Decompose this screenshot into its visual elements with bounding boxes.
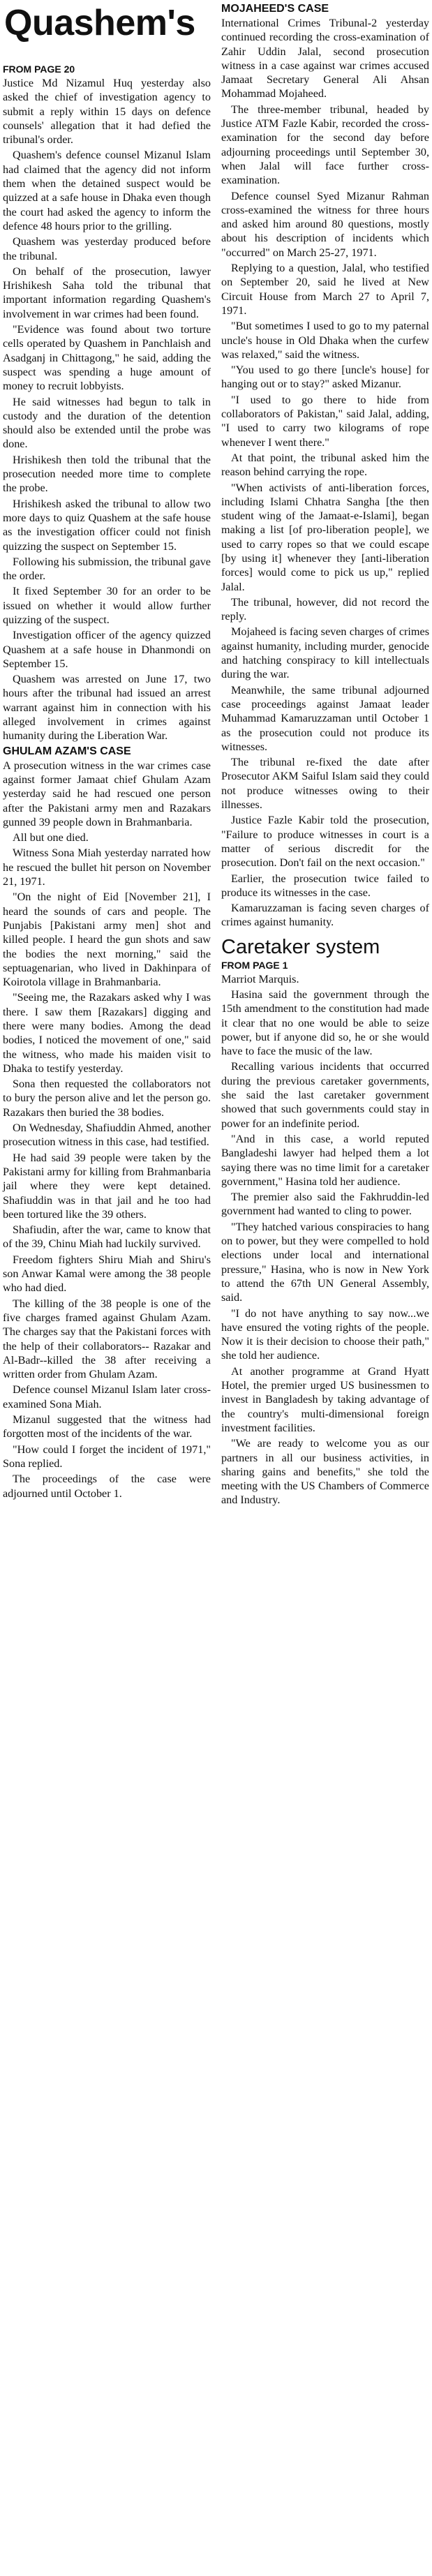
paragraph: On behalf of the prosecution, lawyer Hrishikesh Saha told the tribunal that important information regarding Quashem's involvement in war crimes had been found. bbox=[3, 265, 211, 320]
section-title-caretaker: Caretaker system bbox=[221, 935, 380, 958]
paragraph: Defence counsel Mizanul Islam later cross-examined Sona Miah. bbox=[3, 1383, 211, 1410]
paragraph: "I do not have anything to say now...we have ensured the voting rights of the people. Now it is their decision to choose their path," she told her audience. bbox=[221, 1306, 429, 1362]
paragraph: The killing of the 38 people is one of the five charges framed against Ghulam Azam. The charges say that the Pakistani forces with the help of their collaborators-- Razakar and Al-Badr--killed the 38 after receiving a written order from Ghulam Azam. bbox=[3, 1297, 211, 1381]
subhead-mojaheed: MOJAHEED'S CASE bbox=[221, 3, 329, 15]
paragraph: Justice Fazle Kabir told the prosecution, "Failure to produce witnesses in court is a matter of serious discredit for the prosecution. Don't fail on the next occasion." bbox=[221, 814, 429, 870]
paragraph: "And in this case, a world reputed Bangladeshi lawyer had helped them a lot saying there was no time limit for a caretaker government," Hasina told her audience. bbox=[221, 1132, 429, 1188]
article-body-mojaheed bbox=[221, 16, 429, 930]
paragraph: Shafiudin, after the war, came to know that of the 39, Chinu Miah had luckily survived. bbox=[3, 1223, 211, 1251]
paragraph: At that point, the tribunal asked him the reason behind carrying the rope. bbox=[221, 451, 429, 479]
paragraph: Hasina said the government through the 15th amendment to the constitution had made it clear that no one would be able to seize power, but if anyone did so, he or she would have to face the music of the law. bbox=[221, 988, 429, 1058]
paragraph: "When activists of anti-liberation forces, including Islami Chhatra Sangha [the then student wing of the Jamaat-e-Islami], began making a list [of pro-liberation people], we used to carry ropes so that we could escape [by using it] whenever they [anti-liberation forces] would come to pick us up," replied Jalal. bbox=[221, 481, 429, 593]
left-column bbox=[3, 63, 211, 1502]
paragraph: Earlier, the prosecution twice failed to produce its witnesses in the case. bbox=[221, 872, 429, 899]
paragraph: Following his submission, the tribunal gave the order. bbox=[3, 555, 211, 583]
paragraph: Witness Sona Miah yesterday narrated how he rescued the bullet hit person on November 21, 1971. bbox=[3, 847, 211, 888]
paragraph: Recalling various incidents that occurred during the previous caretaker governments, she said the last caretaker government showed that such governments could stay in power for an indefinite period. bbox=[221, 1060, 429, 1130]
paragraph: "You used to go there [uncle's house] for hanging out or to stay?" asked Mizanur. bbox=[221, 364, 429, 391]
paragraph: International Crimes Tribunal-2 yesterday continued recording the cross-examination of Zahir Uddin Jalal, second prosecution witness in a case against war crimes accused Jamaat Secretary General Ali Ahsan Mohammad Mojaheed. bbox=[221, 17, 429, 100]
headline: Quashem's bbox=[4, 3, 195, 43]
paragraph: Investigation officer of the agency quizzed Quashem at a safe house in Dhanmondi on September 15. bbox=[3, 629, 211, 670]
paragraph: Quashem's defence counsel Mizanul Islam had claimed that the agency did not inform them when the detained suspect would be quizzed at a safe house in Dhaka even though the court had asked the agency to inform the defence 48 hours prior to the grilling. bbox=[3, 149, 211, 232]
paragraph: The three-member tribunal, headed by Justice ATM Fazle Kabir, recorded the cross-examination for the second day before adjourning proceedings until September 30, when Jalal will face further cross-examination. bbox=[221, 103, 429, 187]
paragraph: He said witnesses had begun to talk in custody and the duration of the detention should also be extended until the probe was done. bbox=[3, 395, 211, 451]
paragraph: The tribunal, however, did not record the reply. bbox=[221, 595, 429, 623]
paragraph: All but one died. bbox=[13, 831, 89, 844]
paragraph: He had said 39 people were taken by the Pakistani army for killing from Brahmanbaria jail where they were kept detained. Shafiuddin was in that jail and he too had been tortured like the 39 others. bbox=[3, 1151, 211, 1221]
paragraph: The proceedings of the case were adjourned until October 1. bbox=[3, 1473, 211, 1500]
paragraph: On Wednesday, Shafiuddin Ahmed, another prosecution witness in this case, had testified. bbox=[3, 1122, 211, 1149]
paragraph: "On the night of Eid [November 21], I heard the sounds of cars and people. The Punjabis [Pakistani army men] shot and killed people. I heard the gun shots and saw the bodies the next morning," said the septuagenarian, who lived in Dakhinpara of Koirotola village in Brahmanbaria. bbox=[3, 891, 211, 989]
continued-from-kicker: FROM PAGE 20 bbox=[3, 64, 75, 75]
paragraph: "We are ready to welcome you as our partners in all our business activities, in sharing gains and benefits," she told the meeting with the US Chambers of Commerce and Industry. bbox=[221, 1437, 429, 1507]
paragraph: Marriot Marquis. bbox=[221, 972, 299, 985]
paragraph: Freedom fighters Shiru Miah and Shiru's son Anwar Kamal were among the 38 people who had died. bbox=[3, 1253, 211, 1295]
paragraph: Defence counsel Syed Mizanur Rahman cross-examined the witness for three hours and asked him around 80 questions, mostly about his description of incidents which "occurred" on March 25-27, 1971. bbox=[221, 189, 429, 259]
paragraph: The tribunal re-fixed the date after Prosecutor AKM Saiful Islam said they could not produce witnesses owing to their illnesses. bbox=[221, 756, 429, 812]
right-column bbox=[221, 2, 429, 1509]
article-body-caretaker bbox=[221, 972, 429, 1507]
paragraph: Hrishikesh asked the tribunal to allow two more days to quiz Quashem at the safe house as the investigation officer could not finish quizzing the suspect on September 15. bbox=[3, 497, 211, 553]
paragraph: At another programme at Grand Hyatt Hotel, the premier urged US businessmen to invest in Bangladesh by taking advantage of the country's multi-dimensional foreign investment facilities. bbox=[221, 1364, 429, 1434]
paragraph: Justice Md Nizamul Huq yesterday also asked the chief of investigation agency to submit a reply within 15 days on defence counsels' allegation that it had defied the tribunal's order. bbox=[3, 77, 211, 147]
paragraph: It fixed September 30 for an order to be issued on whether it would allow further quizzing of the suspect. bbox=[3, 585, 211, 626]
paragraph: "Seeing me, the Razakars asked why I was there. I saw them [Razakars] digging and there were many bodies. Among the dead bodies, I noticed the movement of one," said the witness, who made his maiden visit to Dhaka to testify yesterday. bbox=[3, 991, 211, 1075]
paragraph: "I used to go there to hide from collaborators of Pakistan," said Jalal, adding, "I used to carry two kilograms of rope whenever I went there." bbox=[221, 393, 429, 449]
paragraph: Hrishikesh then told the tribunal that the prosecution needed more time to complete the probe. bbox=[3, 453, 211, 495]
paragraph: "But sometimes I used to go to my paternal uncle's house in Old Dhaka when the curfew was relaxed," said the witness. bbox=[221, 320, 429, 361]
paragraph: Kamaruzzaman is facing seven charges of crimes against humanity. bbox=[221, 902, 429, 929]
subhead-ghulam-azam: GHULAM AZAM'S CASE bbox=[3, 745, 131, 757]
paragraph: "Evidence was found about two torture cells operated by Quashem in Panchlaish and Asadganj in Chittagong," he said, adding the suspect was spending a huge amount of money to recruit lobbyists. bbox=[3, 323, 211, 393]
paragraph: The premier also said the Fakhruddin-led government had wanted to cling to power. bbox=[221, 1191, 429, 1218]
paragraph: A prosecution witness in the war crimes case against former Jamaat chief Ghulam Azam yesterday said he had rescued one person after the Pakistani army men and Razakars gunned 39 people down in Brahmanbaria. bbox=[3, 759, 211, 828]
article-body-quashem bbox=[3, 76, 211, 743]
paragraph: "They hatched various conspiracies to hang on to power, but they were compelled to hold elections under local and international pressure," Hasina, who is now in New York to attend the 67th UN General Assembly, said. bbox=[221, 1220, 429, 1304]
continued-from-kicker: FROM PAGE 1 bbox=[221, 959, 288, 971]
paragraph: Quashem was arrested on June 17, two hours after the tribunal had issued an arrest warrant against him in connection with his alleged involvement in crimes against humanity during the Liberation War. bbox=[3, 673, 211, 743]
article-body-ghulam-azam bbox=[3, 759, 211, 1501]
paragraph: "How could I forget the incident of 1971," Sona replied. bbox=[3, 1443, 211, 1470]
paragraph: Mizanul suggested that the witness had forgotten most of the incidents of the war. bbox=[3, 1413, 211, 1440]
paragraph: Meanwhile, the same tribunal adjourned case proceedings against Jamaat leader Muhammad Kamaruzzaman until October 1 as the prosecution could not produce its witnesses. bbox=[221, 683, 429, 753]
paragraph: Sona then requested the collaborators not to bury the person alive and let the person go. Razakars then buried the 38 bodies. bbox=[3, 1078, 211, 1119]
paragraph: Mojaheed is facing seven charges of crimes against humanity, including murder, genocide and hatching conspiracy to kill intellectuals during the war. bbox=[221, 625, 429, 681]
paragraph: Quashem was yesterday produced before the tribunal. bbox=[3, 235, 211, 262]
paragraph: Replying to a question, Jalal, who testified on September 20, said he lived at New Circuit House from March 27 to April 7, 1971. bbox=[221, 262, 429, 317]
